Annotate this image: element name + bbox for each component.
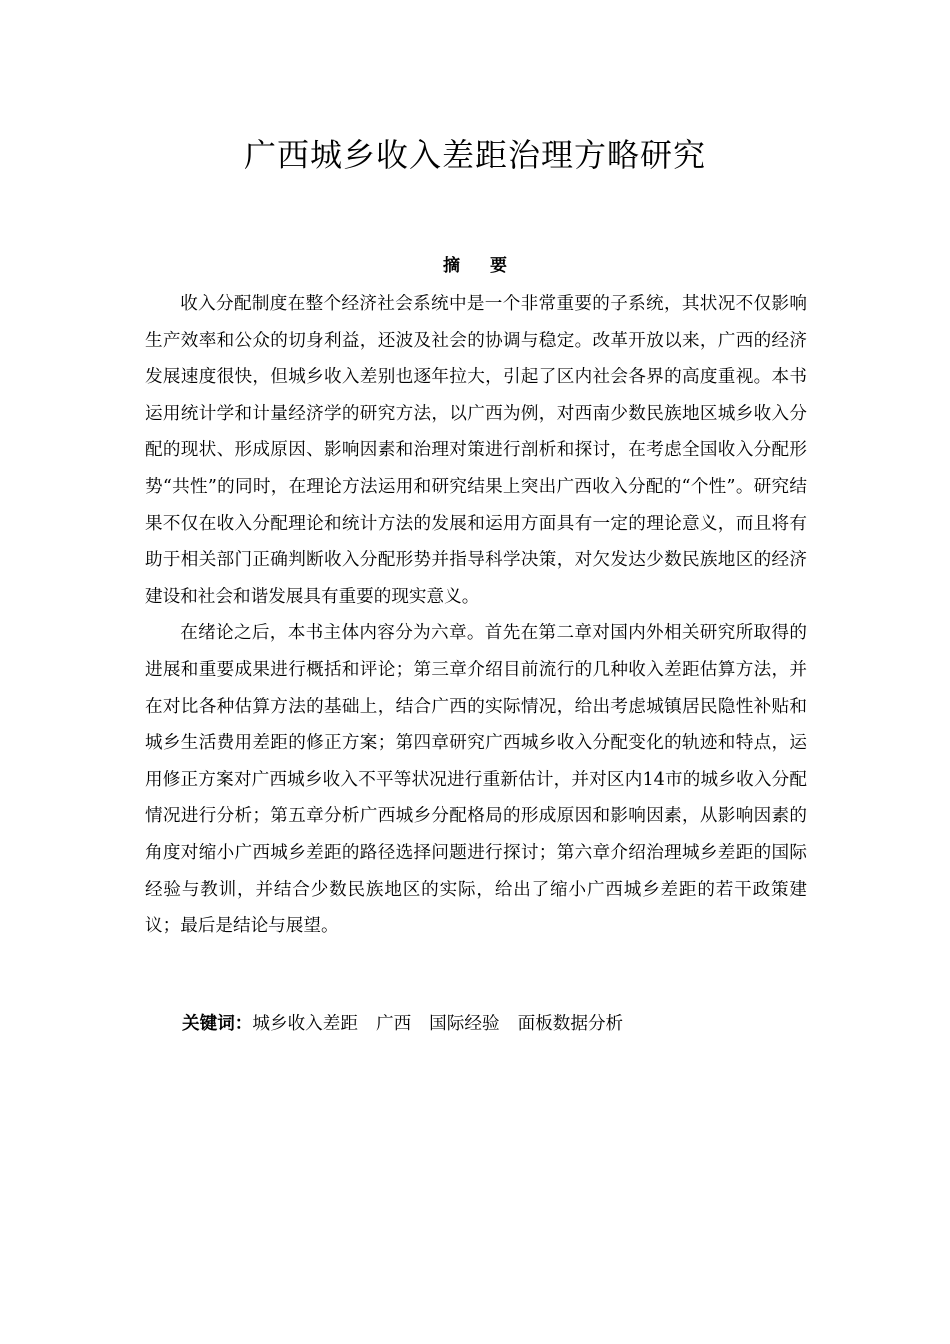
- document-title: 广西城乡收入差距治理方略研究: [243, 136, 706, 174]
- keyword-item: 国际经验: [429, 1014, 500, 1034]
- keywords-label: 关键词：: [182, 1014, 253, 1034]
- abstract-heading: 摘 要: [443, 256, 519, 276]
- keyword-item: 面板数据分析: [517, 1014, 624, 1034]
- abstract-body: [145, 286, 807, 945]
- abstract-paragraph-2: 在绪论之后，本书主体内容分为六章。首先在第二章对国内外相关研究所取得的进展和重要成果进行概括和评论；第三章介绍目前流行的几种收入差距估算方法，并在对比各种估算方法的基础上，结合广西的实际情况，给出考虑城镇居民隐性补贴和城乡生活费用差距的修正方案；第四章研究广西城乡收入分配变化的轨迹和特点，运用修正方案对广西城乡收入不平等状况进行重新估计，并对区内14市的城乡收入分配情况进行分析；第五章分析广西城乡分配格局的形成原因和影响因素，从影响因素的角度对缩小广西城乡差距的路径选择问题进行探讨；第六章介绍治理城乡差距的国际经验与教训，并结合少数民族地区的实际，给出了缩小广西城乡差距的若干政策建议；最后是结论与展望。: [145, 623, 807, 937]
- keyword-item: 广西: [375, 1014, 412, 1034]
- keyword-item: 城乡收入差距: [252, 1014, 358, 1034]
- keywords-line: [182, 1008, 641, 1040]
- abstract-paragraph-1: 收入分配制度在整个经济社会系统中是一个非常重要的子系统，其状况不仅影响生产效率和公众的切身利益，还波及社会的协调与稳定。改革开放以来，广西的经济发展速度很快，但城乡收入差别也逐年拉大，引起了区内社会各界的高度重视。本书运用统计学和计量经济学的研究方法，以广西为例，对西南少数民族地区城乡收入分配的现状、形成原因、影响因素和治理对策进行剖析和探讨，在考虑全国收入分配形势“共性”的同时，在理论方法运用和研究结果上突出广西收入分配的“个性”。研究结果不仅在收入分配理论和统计方法的发展和运用方面具有一定的理论意义，而且将有助于相关部门正确判断收入分配形势并指导科学决策，对欠发达少数民族地区的经济建设和社会和谐发展具有重要的现实意义。: [145, 294, 807, 607]
